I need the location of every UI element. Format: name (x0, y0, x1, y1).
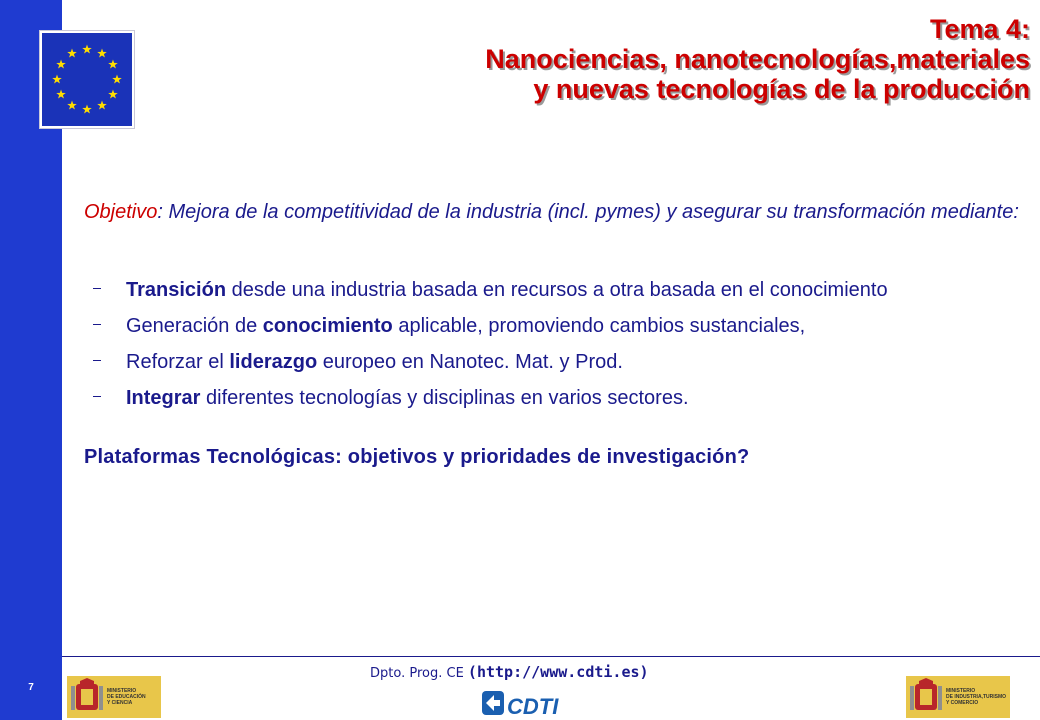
footer-url: (http://www.cdti.es) (467, 663, 649, 681)
ministry-education-logo (67, 676, 161, 718)
bullet-bold: Integrar (126, 387, 201, 409)
bullet-item (84, 314, 1034, 339)
dash-bullet-icon (93, 324, 101, 325)
eu-flag-logo (40, 31, 134, 128)
bullet-bold: conocimiento (262, 315, 393, 337)
bullet-text: diferentes tecnologías y disciplinas en varios sectores. (200, 387, 689, 409)
dash-bullet-icon (93, 396, 101, 397)
objective-text: : Mejora de la competitividad de la industria (incl. pymes) y asegurar su transformación mediante: (157, 201, 1019, 223)
ministry-industry-text (946, 688, 1006, 706)
bullet-prefix: Reforzar el (126, 351, 230, 373)
logo-text-line: Y COMERCIO (946, 700, 979, 706)
bullet-item (84, 386, 1034, 411)
logo-text-line: DE EDUCACIÓN (107, 694, 146, 700)
bullet-item (84, 278, 1034, 303)
footer-label: Dpto. Prog. CE (370, 666, 468, 681)
footer-divider (62, 656, 1040, 657)
slide-body (84, 200, 1034, 469)
ministry-education-text (107, 688, 146, 706)
logo-text-line: MINISTERIO (107, 688, 137, 694)
bullet-list (84, 278, 1034, 411)
bullet-text: desde una industria basada en recursos a otra basada en el conocimiento (226, 279, 888, 301)
dash-bullet-icon (93, 360, 101, 361)
ministry-industry-logo (906, 676, 1010, 718)
spain-crest-icon (70, 678, 104, 716)
spain-crest-icon (909, 678, 943, 716)
footer-credit (370, 663, 649, 681)
bullet-text: europeo en Nanotec. Mat. y Prod. (317, 351, 623, 373)
title-line: Tema 4: (929, 14, 1030, 44)
logo-text-line: Y CIENCIA (107, 700, 133, 706)
cdti-logo (480, 683, 560, 719)
slide-number: 7 (28, 682, 34, 693)
bullet-bold: Transición (126, 279, 227, 301)
dash-bullet-icon (93, 288, 101, 289)
bullet-text: aplicable, promoviendo cambios sustanciales, (392, 315, 806, 337)
title-line: Nanociencias, nanotecnologías,materiales (485, 44, 1030, 74)
logo-text-line: DE INDUSTRIA,TURISMO (946, 694, 1006, 700)
title-line: y nuevas tecnologías de la producción (533, 74, 1030, 104)
objective-paragraph (84, 200, 1034, 225)
platforms-question: Plataformas Tecnológicas: objetivos y prioridades de investigación? (84, 446, 750, 468)
slide-title (330, 14, 1030, 104)
bullet-item (84, 350, 1034, 375)
bullet-bold: liderazgo (229, 351, 318, 373)
cdti-logo-text: CDTI (507, 694, 559, 719)
logo-text-line: MINISTERIO (946, 688, 976, 694)
objective-label: Objetivo (84, 201, 158, 223)
bullet-prefix: Generación de (126, 315, 263, 337)
